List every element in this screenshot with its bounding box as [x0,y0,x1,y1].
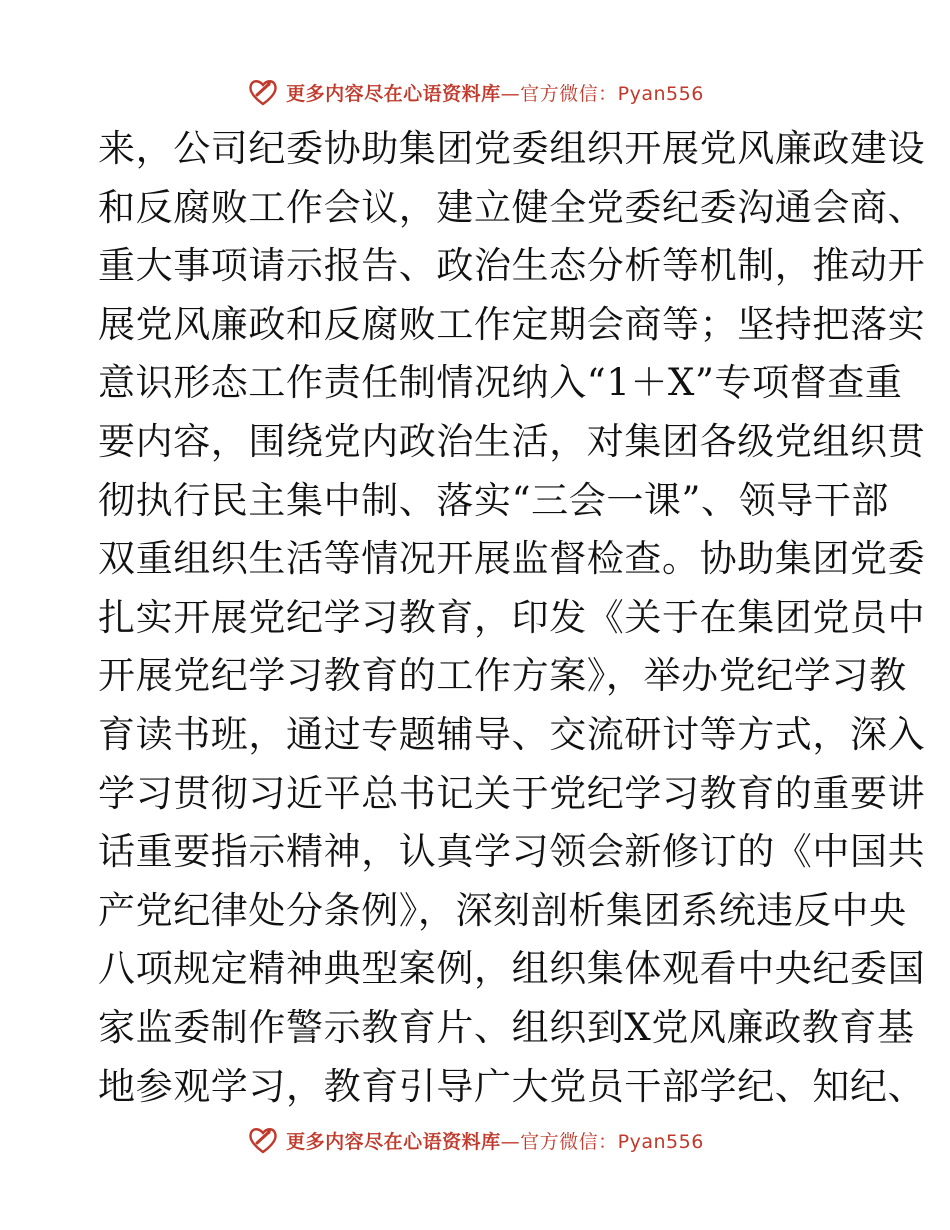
body-line: 要内容，围绕党内政治生活，对集团各级党组织贯 [98,419,926,463]
watermark-brand: 更多内容尽在心语资料库 [286,82,501,105]
body-line: 双重组织生活等情况开展监督检查。协助集团党委 [98,537,926,581]
document-body [98,120,926,1116]
body-line: 地参观学习，教育引导广大党员干部学纪、知纪、 [98,1064,926,1108]
body-line: 八项规定精神典型案例，组织集体观看中央纪委国 [98,947,926,991]
body-line: 育读书班，通过专题辅导、交流研讨等方式，深入 [98,712,926,756]
body-line: 扎实开展党纪学习教育，印发《关于在集团党员中 [98,595,926,639]
body-line: 展党风廉政和反腐败工作定期会商等；坚持把落实 [98,302,926,346]
header-watermark [0,72,950,112]
watermark-contact: —官方微信：Pyan556 [500,1130,704,1153]
heart-logo-icon [246,1123,280,1157]
heart-logo-icon [246,75,280,109]
body-line: 重大事项请示报告、政治生态分析等机制，推动开 [98,244,926,288]
body-line: 开展党纪学习教育的工作方案》，举办党纪学习教 [98,654,907,698]
body-line: 彻执行民主集中制、落实“三会一课”、领导干部 [98,478,890,522]
watermark-brand: 更多内容尽在心语资料库 [286,1130,501,1153]
footer-watermark [0,1120,950,1160]
watermark-text [286,1127,704,1154]
body-line: 和反腐败工作会议，建立健全党委纪委沟通会商、 [98,185,926,229]
body-line: 来，公司纪委协助集团党委组织开展党风廉政建设 [98,127,926,170]
body-line: 话重要指示精神，认真学习领会新修订的《中国共 [98,830,926,874]
watermark-contact: —官方微信：Pyan556 [500,82,704,105]
body-line: 家监委制作警示教育片、组织到X党风廉政教育基 [98,1005,915,1049]
body-line: 学习贯彻习近平总书记关于党纪学习教育的重要讲 [98,771,926,815]
body-line: 产党纪律处分条例》，深刻剖析集团系统违反中央 [98,888,907,932]
body-line: 意识形态工作责任制情况纳入“1＋X”专项督查重 [98,361,903,405]
watermark-text [286,79,704,106]
